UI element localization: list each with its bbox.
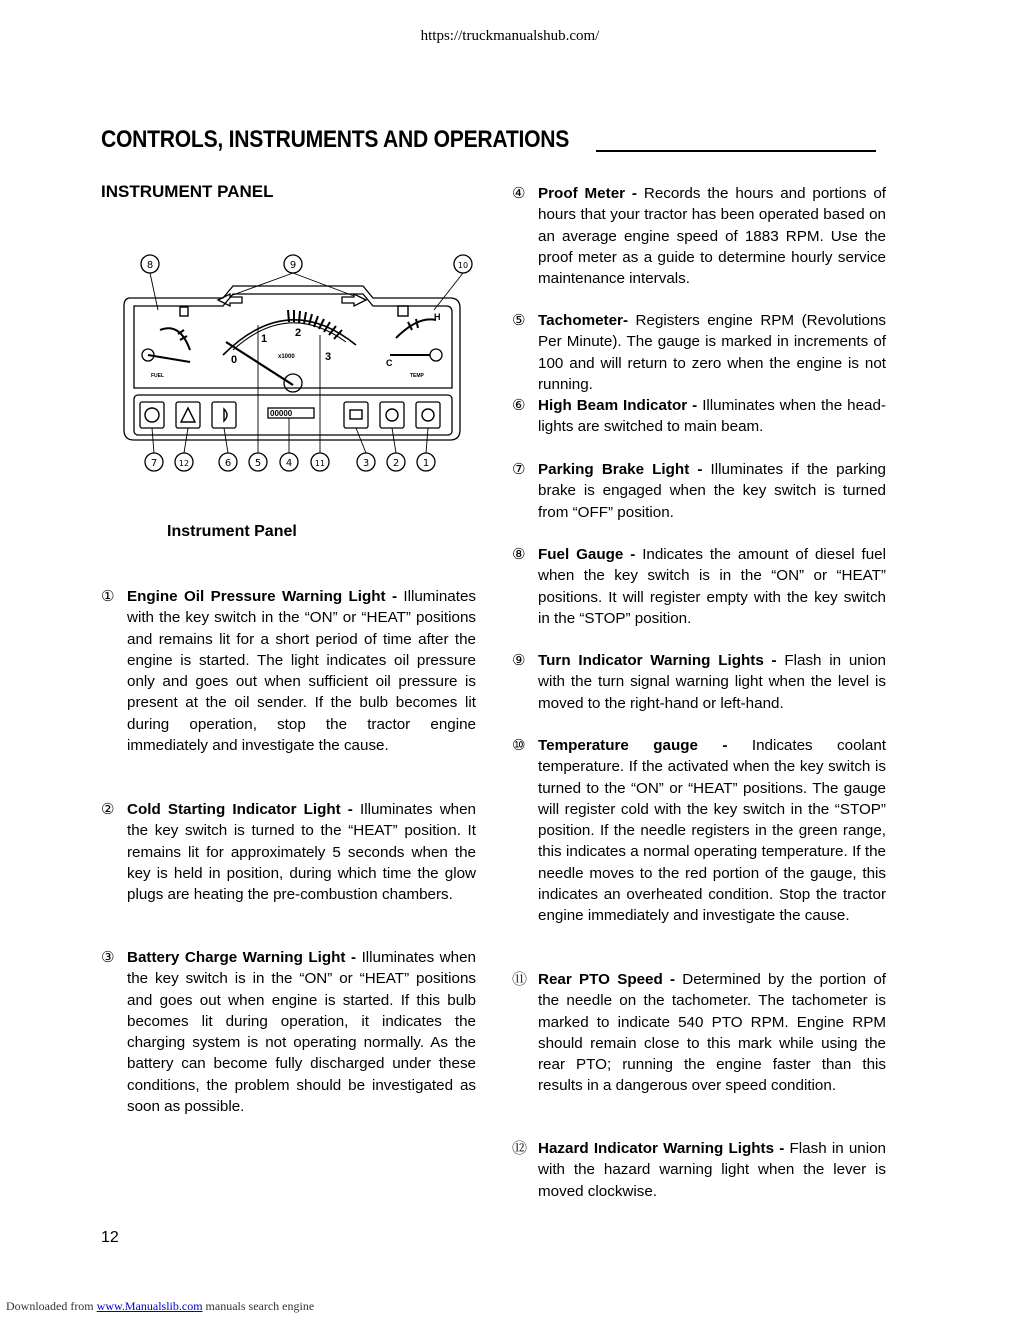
title-rule <box>596 150 876 152</box>
callout-2: 2 <box>392 458 400 469</box>
entry-turn-indicator <box>512 650 886 714</box>
entry-parking-brake <box>512 459 886 523</box>
entry-label: Parking Brake Light - <box>538 461 703 478</box>
callout-1: 1 <box>422 458 430 469</box>
entry-fuel-gauge <box>512 544 886 629</box>
callout-5: 5 <box>254 458 262 469</box>
entry-hazard-indicator <box>512 1138 886 1202</box>
temp-hot-label: H <box>434 312 441 322</box>
entry-number: ③ <box>101 948 115 966</box>
entry-number: ② <box>101 800 115 818</box>
tach-mark-1: 1 <box>261 333 268 345</box>
callout-12: 12 <box>178 459 190 468</box>
fuel-pump-icon <box>180 307 188 316</box>
entry-number: ⑦ <box>512 460 526 478</box>
entry-text: Illuminates if the parking brake is engaged when the key switch is turned from “OFF” position. <box>538 461 886 521</box>
entry-label: Turn Indicator Warning Lights - <box>538 652 777 669</box>
entry-text: Flash in union with the hazard warning light when the lever is moved clockwise. <box>538 1140 886 1200</box>
page-number: 12 <box>101 1229 119 1246</box>
temp-label: TEMP <box>410 373 424 379</box>
entry-label: Battery Charge Warning Light - <box>127 949 357 966</box>
entry-label: Hazard Indicator Warning Lights - <box>538 1140 785 1157</box>
entry-number: ⑥ <box>512 396 526 414</box>
entry-text: Illuminates when the key switch is turned to the “HEAT” position. It remains lit for approximately 5 seconds when the key is held in position, during which time the glow plugs are heating the pre-combustion chambers. <box>127 801 477 904</box>
entry-number: ④ <box>512 184 526 202</box>
entry-tachometer <box>512 310 886 395</box>
tach-mark-3: 3 <box>325 351 332 363</box>
hazard-icon <box>181 408 195 422</box>
entry-label: Temperature gauge - <box>538 737 728 754</box>
tach-mark-2: 2 <box>295 327 302 339</box>
entry-text: Illuminates with the key switch in the “ON” or “HEAT” positions and remains lit for a short period of time after the engine is started. The light indicates oil pressure only and goes out when sufficient oil pressure is present at the oil sender. If the bulb becomes lit during operation, stop the tractor engine immediately and investigate the cause. <box>127 588 476 755</box>
entry-text: Illuminates when the head-lights are switched to main beam. <box>538 397 886 436</box>
high-beam-icon <box>224 409 227 421</box>
entry-battery-charge <box>101 947 476 1117</box>
entry-text: Indicates the amount of diesel fuel when the key switch is in the “ON” or “HEAT” positions. It will register empty with the key switch in the “STOP” position. <box>538 546 886 627</box>
entry-number: ⑤ <box>512 311 526 329</box>
entry-temperature-gauge <box>512 735 887 927</box>
parking-brake-icon <box>145 408 159 422</box>
callout-3: 3 <box>362 458 370 469</box>
entry-text: Indicates coolant temperature. If the activated when the key switch is turned to the “ON” or “HEAT” positions. The gauge will register cold with the key switch in the “STOP” position. If the needle registers in the green range, this indicates a normal operating temperature. If the needle moves to the red portion of the gauge, this indicates an overheated condition. Stop the tractor engine immediately and investigate the cause. <box>538 737 887 925</box>
entry-label: Fuel Gauge - <box>538 546 636 563</box>
fuel-label: FUEL <box>151 373 165 379</box>
entry-number: ⑧ <box>512 545 526 563</box>
instrument-panel-diagram <box>118 250 478 480</box>
callout-4: 4 <box>285 458 293 469</box>
entry-engine-oil-pressure <box>101 586 476 756</box>
source-url: https://truckmanualshub.com/ <box>420 28 600 44</box>
coolant-icon <box>398 306 408 316</box>
entry-label: Proof Meter - <box>538 185 637 202</box>
callout-9: 9 <box>289 260 297 271</box>
entry-label: High Beam Indicator - <box>538 397 698 414</box>
entry-rear-pto-speed <box>512 969 886 1097</box>
section-title: INSTRUMENT PANEL <box>101 182 274 201</box>
entry-text: Records the hours and portions of hours that your tractor has been operated based on an average engine speed of 1883 RPM. Use the proof meter as a guide to determine hourly service maintenance intervals. <box>538 185 886 288</box>
entry-label: Engine Oil Pressure Warning Light - <box>127 588 398 605</box>
entry-text: Determined by the portion of the needle on the tachometer. The tachometer is marked to indicate 540 PTO RPM. Engine RPM should remain close to this mark while using the rear PTO; running the engine faster than this results in a dangerous over speed condition. <box>538 971 886 1095</box>
callout-7: 7 <box>150 458 158 469</box>
proof-meter-readout: 00000 <box>270 409 293 418</box>
entry-proof-meter <box>512 183 886 289</box>
figure-caption: Instrument Panel <box>167 523 297 540</box>
callout-10: 10 <box>457 261 469 270</box>
entry-number: ⑨ <box>512 651 526 669</box>
callout-11: 11 <box>314 459 326 468</box>
entry-label: Rear PTO Speed - <box>538 971 676 988</box>
download-footer <box>6 1299 314 1314</box>
glow-plug-icon <box>386 409 398 421</box>
entry-number: ① <box>101 587 115 605</box>
tach-mark-0: 0 <box>231 354 238 366</box>
entry-text: Flash in union with the turn signal warning light when the level is moved to the right-hand or left-hand. <box>538 652 886 712</box>
entry-number: ⑪ <box>512 970 528 988</box>
entry-cold-starting <box>101 799 477 905</box>
footer-suffix: manuals search engine <box>202 1299 315 1313</box>
manualslib-link[interactable]: www.Manualslib.com <box>96 1299 203 1313</box>
entry-number: ⑫ <box>512 1139 528 1157</box>
battery-icon <box>350 410 362 419</box>
footer-prefix: Downloaded from <box>6 1299 97 1313</box>
tach-scale-label: x1000 <box>278 354 295 360</box>
entry-label: Tachometer- <box>538 312 629 329</box>
callout-6: 6 <box>224 458 232 469</box>
entry-high-beam <box>512 395 886 438</box>
entry-text: Registers engine RPM (Revolutions Per Minute). The gauge is marked in increments of 100 and will return to zero when the engine is not running. <box>538 312 886 393</box>
callout-8: 8 <box>146 260 154 271</box>
entry-text: Illuminates when the key switch is in the “ON” or “HEAT” positions and goes out when engine is started. If this bulb becomes lit during operation, it indicates the charging system is not operating normally. As the battery can become fully discharged under these conditions, the problem should be investigated as soon as possible. <box>127 949 476 1116</box>
entry-label: Cold Starting Indicator Light - <box>127 801 353 818</box>
page-title: CONTROLS, INSTRUMENTS AND OPERATIONS <box>101 126 570 153</box>
temp-cold-label: C <box>386 358 393 368</box>
oil-pressure-icon <box>422 409 434 421</box>
entry-number: ⑩ <box>512 736 526 754</box>
